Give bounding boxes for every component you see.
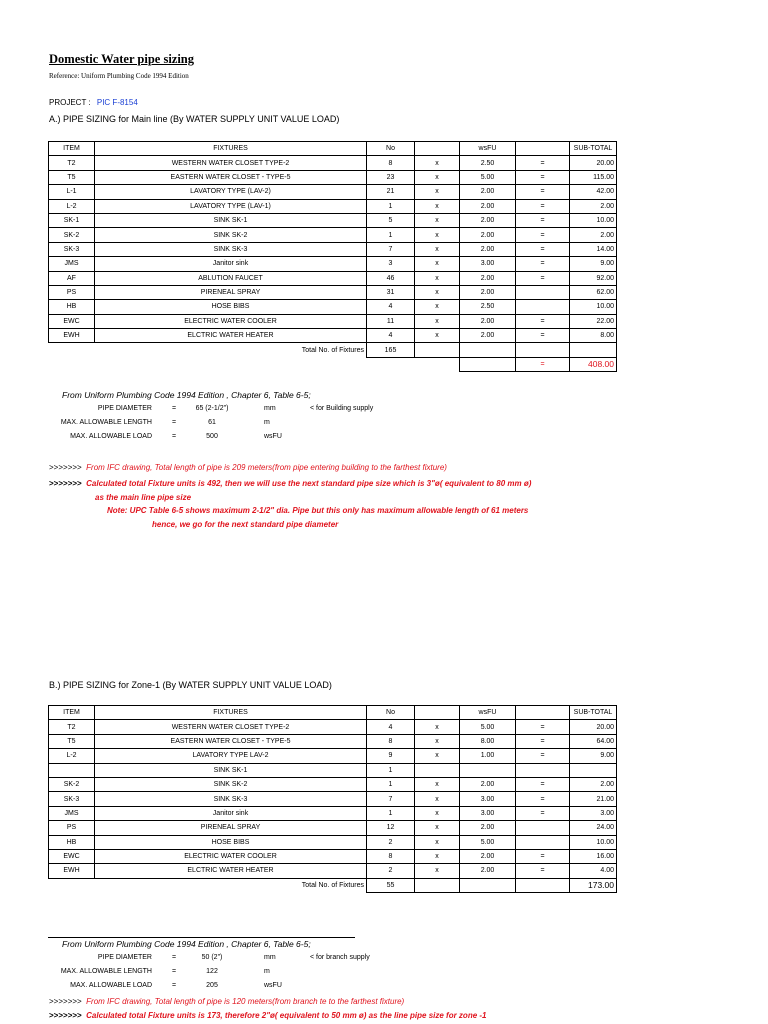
- table-cell: x: [415, 314, 460, 328]
- table-cell: 4.00: [570, 864, 617, 878]
- grand-total-row: [49, 357, 617, 371]
- table-cell: x: [415, 300, 460, 314]
- table-cell: 14.00: [570, 242, 617, 256]
- table-cell: 16.00: [570, 849, 617, 863]
- table-cell: 8: [367, 849, 415, 863]
- document-title: Domestic Water pipe sizing: [49, 52, 195, 66]
- table-cell: ELCTRIC WATER HEATER: [95, 329, 367, 343]
- table-cell: 2: [367, 835, 415, 849]
- note-calculated-text: Calculated total Fixture units is 492, then we will use the next standard pipe size which is 3"ø( equivalent to 80 mm ø): [86, 479, 532, 488]
- table-row: [49, 156, 617, 170]
- param-unit: m: [264, 419, 270, 426]
- param-eq: =: [172, 405, 177, 412]
- table-cell: =: [516, 228, 570, 242]
- table-cell: x: [415, 806, 460, 820]
- table-cell: L-2: [49, 199, 95, 213]
- table-cell: 8: [367, 734, 415, 748]
- table-row: [49, 792, 617, 806]
- table-cell: [516, 821, 570, 835]
- table-cell: 10.00: [570, 213, 617, 227]
- table-cell: [415, 343, 460, 357]
- note-arrow: >>>>>>>: [49, 997, 82, 1006]
- table-cell: Janitor sink: [95, 257, 367, 271]
- param-eq: =: [172, 982, 177, 989]
- note-arrow: >>>>>>>: [49, 463, 82, 472]
- param-value: 205: [206, 982, 218, 989]
- param-eq: =: [172, 419, 177, 426]
- param-value: 50 (2"): [201, 954, 223, 961]
- table-cell: JMS: [49, 257, 95, 271]
- table-cell: 8.00: [460, 734, 516, 748]
- table-cell: [516, 343, 570, 357]
- table-header-row: [49, 706, 617, 720]
- table-cell: 12: [367, 821, 415, 835]
- table-row: [49, 849, 617, 863]
- table-cell: =: [516, 156, 570, 170]
- table-cell: WESTERN WATER CLOSET TYPE-2: [95, 156, 367, 170]
- table-cell: Janitor sink: [95, 806, 367, 820]
- table-cell: x: [415, 864, 460, 878]
- table-cell: 7: [367, 242, 415, 256]
- table-cell: L-1: [49, 185, 95, 199]
- table-cell: AF: [49, 271, 95, 285]
- table-cell: HOSE BIBS: [95, 300, 367, 314]
- table-cell: 2.00: [570, 228, 617, 242]
- table-cell: =: [516, 777, 570, 791]
- table-row: [49, 763, 617, 777]
- table-cell: =: [516, 849, 570, 863]
- table-cell: [516, 285, 570, 299]
- table-cell: [460, 878, 516, 892]
- param-eq: =: [172, 433, 177, 440]
- column-header: wsFU: [460, 706, 516, 720]
- table-cell: =: [516, 864, 570, 878]
- note-calculated-text: Calculated total Fixture units is 173, therefore 2"ø( equivalent to 50 mm ø) as the line pipe size for zone -1: [86, 1011, 487, 1020]
- param-label: PIPE DIAMETER: [97, 954, 152, 961]
- table-cell: PIRENEAL SPRAY: [95, 285, 367, 299]
- note-length-b: [49, 997, 404, 1006]
- table-cell: [516, 763, 570, 777]
- table-row: [49, 734, 617, 748]
- table-cell: HOSE BIBS: [95, 835, 367, 849]
- table-cell: 2.00: [570, 199, 617, 213]
- table-cell: 21.00: [570, 792, 617, 806]
- column-header: [415, 142, 460, 156]
- table-cell: 5.00: [460, 835, 516, 849]
- table-cell: SK-2: [49, 228, 95, 242]
- total-fixtures-label: Total No. of Fixtures: [301, 882, 364, 890]
- table-cell: x: [415, 185, 460, 199]
- total-fixtures-row: [49, 878, 617, 892]
- table-row: [49, 300, 617, 314]
- note-length-text: From IFC drawing, Total length of pipe is 209 meters(from pipe entering building to the farthest fixture): [86, 463, 447, 472]
- param-note: < for Building supply: [310, 405, 374, 412]
- table-cell: 2.00: [460, 314, 516, 328]
- note-length-a: [49, 463, 447, 472]
- note-calculated-b: [49, 1011, 486, 1020]
- note-length-text: From IFC drawing, Total length of pipe is 120 meters(from branch te to the farthest fixture): [86, 997, 405, 1006]
- table-cell: ELECTRIC WATER COOLER: [95, 849, 367, 863]
- table-cell: [49, 763, 95, 777]
- table-cell: x: [415, 156, 460, 170]
- table-cell: 9: [367, 749, 415, 763]
- table-row: [49, 170, 617, 184]
- section-b-heading: B.) PIPE SIZING for Zone-1 (By WATER SUPPLY UNIT VALUE LOAD): [49, 680, 332, 690]
- table-cell: 3.00: [460, 806, 516, 820]
- table-cell: =: [516, 199, 570, 213]
- table-cell: [460, 343, 516, 357]
- table-cell: HB: [49, 300, 95, 314]
- table-cell: 5: [367, 213, 415, 227]
- table-cell: 8: [367, 156, 415, 170]
- table-cell: L-2: [49, 749, 95, 763]
- table-cell: LAVATORY TYPE (LAV-1): [95, 199, 367, 213]
- table-cell: =: [516, 806, 570, 820]
- fixtures-table-main-line: [48, 141, 617, 372]
- table-cell: 21: [367, 185, 415, 199]
- table-cell: 10.00: [570, 835, 617, 849]
- table-cell: SK-2: [49, 777, 95, 791]
- table-cell: 2.00: [460, 242, 516, 256]
- table-cell: 3.00: [460, 792, 516, 806]
- note-calculated-a: [49, 479, 531, 488]
- table-cell: 8.00: [570, 329, 617, 343]
- table-cell: T2: [49, 720, 95, 734]
- column-header: [516, 142, 570, 156]
- param-unit: wsFU: [264, 433, 282, 440]
- note-arrow: >>>>>>>: [49, 479, 82, 488]
- table-cell: =: [516, 185, 570, 199]
- table-cell: x: [415, 285, 460, 299]
- table-cell: SINK SK-1: [95, 213, 367, 227]
- param-label: MAX. ALLOWABLE LENGTH: [60, 968, 152, 975]
- table-cell: 2.00: [460, 228, 516, 242]
- table-cell: SINK SK-1: [95, 763, 367, 777]
- table-cell: EWC: [49, 314, 95, 328]
- table-cell: 1: [367, 199, 415, 213]
- table-cell: 20.00: [570, 156, 617, 170]
- param-unit: wsFU: [264, 982, 282, 989]
- table-cell: x: [415, 199, 460, 213]
- table-cell: EASTERN WATER CLOSET - TYPE-5: [95, 170, 367, 184]
- table-row: [49, 314, 617, 328]
- table-cell: =: [516, 720, 570, 734]
- table-cell: x: [415, 170, 460, 184]
- table-cell: =: [516, 314, 570, 328]
- table-cell: ABLUTION FAUCET: [95, 271, 367, 285]
- total-fixtures-row: [49, 343, 617, 357]
- table-cell: x: [415, 792, 460, 806]
- total-fixtures-count: 55: [367, 878, 415, 892]
- table-cell: 1: [367, 806, 415, 820]
- table-row: [49, 749, 617, 763]
- table-cell: 64.00: [570, 734, 617, 748]
- table-cell: LAVATORY TYPE (LAV-2): [95, 185, 367, 199]
- param-label: MAX. ALLOWABLE LOAD: [70, 433, 152, 440]
- table-cell: x: [415, 749, 460, 763]
- param-value: 61: [208, 419, 216, 426]
- section-a-heading: A.) PIPE SIZING for Main line (By WATER SUPPLY UNIT VALUE LOAD): [49, 114, 340, 124]
- table-cell: x: [415, 271, 460, 285]
- table-cell: 2: [367, 864, 415, 878]
- table-cell: =: [516, 734, 570, 748]
- note-arrow: >>>>>>>: [49, 1011, 82, 1020]
- project-label: PROJECT :: [49, 98, 91, 107]
- table-cell: [516, 878, 570, 892]
- column-header: wsFU: [460, 142, 516, 156]
- table-cell: [570, 763, 617, 777]
- table-cell: SINK SK-2: [95, 228, 367, 242]
- table-cell: [460, 357, 516, 371]
- table-cell: 4: [367, 329, 415, 343]
- table-cell: SK-1: [49, 213, 95, 227]
- table-cell: 31: [367, 285, 415, 299]
- table-cell: SINK SK-2: [95, 777, 367, 791]
- table-cell: 10.00: [570, 300, 617, 314]
- table-cell: [415, 763, 460, 777]
- upc-reference-a: From Uniform Plumbing Code 1994 Edition , Chapter 6, Table 6-5;: [62, 390, 311, 400]
- table-row: [49, 185, 617, 199]
- table-cell: SINK SK-3: [95, 242, 367, 256]
- table-cell: 62.00: [570, 285, 617, 299]
- table-cell: 1.00: [460, 749, 516, 763]
- table-cell: [415, 878, 460, 892]
- table-cell: x: [415, 821, 460, 835]
- param-label: PIPE DIAMETER: [97, 405, 152, 412]
- param-label: MAX. ALLOWABLE LENGTH: [60, 419, 152, 426]
- grand-total-equals: =: [516, 357, 570, 371]
- table-cell: 2.00: [460, 849, 516, 863]
- table-cell: EWH: [49, 864, 95, 878]
- grand-total: 173.00: [570, 878, 617, 892]
- table-cell: [516, 300, 570, 314]
- table-row: [49, 720, 617, 734]
- param-eq: =: [172, 968, 177, 975]
- upc-reference-b: From Uniform Plumbing Code 1994 Edition , Chapter 6, Table 6-5;: [62, 939, 311, 949]
- column-header: FIXTURES: [95, 142, 367, 156]
- table-cell: T5: [49, 734, 95, 748]
- table-row: [49, 199, 617, 213]
- table-cell: 2.00: [460, 199, 516, 213]
- table-cell: x: [415, 228, 460, 242]
- column-header: [415, 706, 460, 720]
- table-row: [49, 864, 617, 878]
- table-cell: 1: [367, 228, 415, 242]
- table-cell: 2.00: [460, 271, 516, 285]
- table-cell: T5: [49, 170, 95, 184]
- table-cell: 2.00: [460, 213, 516, 227]
- table-cell: =: [516, 242, 570, 256]
- table-cell: EWC: [49, 849, 95, 863]
- table-cell: 20.00: [570, 720, 617, 734]
- table-cell: =: [516, 170, 570, 184]
- column-header: No: [367, 706, 415, 720]
- table-cell: 9.00: [570, 749, 617, 763]
- table-row: [49, 257, 617, 271]
- table-cell: x: [415, 720, 460, 734]
- table-cell: 22.00: [570, 314, 617, 328]
- column-header: FIXTURES: [95, 706, 367, 720]
- table-row: [49, 329, 617, 343]
- table-cell: 2.00: [460, 821, 516, 835]
- reference-line: Reference: Uniform Plumbing Code 1994 Edition: [49, 72, 189, 80]
- param-label: MAX. ALLOWABLE LOAD: [70, 982, 152, 989]
- table-cell: SINK SK-3: [95, 792, 367, 806]
- table-cell: x: [415, 213, 460, 227]
- table-row: [49, 806, 617, 820]
- table-cell: ELCTRIC WATER HEATER: [95, 864, 367, 878]
- table-cell: 3.00: [570, 806, 617, 820]
- table-row: [49, 777, 617, 791]
- table-row: [49, 228, 617, 242]
- table-cell: 2.00: [460, 864, 516, 878]
- table-cell: =: [516, 271, 570, 285]
- table-cell: SK-3: [49, 792, 95, 806]
- project-code: PIC F-8154: [96, 98, 138, 107]
- table-cell: JMS: [49, 806, 95, 820]
- table-cell: 11: [367, 314, 415, 328]
- param-unit: mm: [264, 405, 276, 412]
- table-cell: x: [415, 835, 460, 849]
- table-cell: EASTERN WATER CLOSET - TYPE-5: [95, 734, 367, 748]
- param-value: 122: [206, 968, 218, 975]
- table-row: [49, 835, 617, 849]
- table-cell: 2.00: [460, 185, 516, 199]
- table-cell: 4: [367, 300, 415, 314]
- table-cell: T2: [49, 156, 95, 170]
- table-header-row: [49, 142, 617, 156]
- table-cell: EWH: [49, 329, 95, 343]
- total-fixtures-count: 165: [367, 343, 415, 357]
- note-next-standard: hence, we go for the next standard pipe diameter: [152, 520, 339, 529]
- table-cell: 46: [367, 271, 415, 285]
- table-cell: 5.00: [460, 170, 516, 184]
- table-cell: x: [415, 849, 460, 863]
- table-cell: [570, 343, 617, 357]
- table-cell: =: [516, 792, 570, 806]
- table-row: [49, 285, 617, 299]
- table-cell: 7: [367, 792, 415, 806]
- grand-total: 408.00: [570, 357, 617, 371]
- table-cell: 42.00: [570, 185, 617, 199]
- note-upc-limit: Note: UPC Table 6-5 shows maximum 2-1/2" dia. Pipe but this only has maximum allowable length of 61 meters: [107, 506, 529, 515]
- table-cell: =: [516, 329, 570, 343]
- table-row: [49, 271, 617, 285]
- table-cell: =: [516, 749, 570, 763]
- table-cell: 23: [367, 170, 415, 184]
- total-fixtures-label: Total No. of Fixtures: [301, 346, 364, 354]
- param-value: 500: [206, 433, 218, 440]
- table-cell: PS: [49, 285, 95, 299]
- divider-line: [48, 937, 355, 938]
- table-cell: 9.00: [570, 257, 617, 271]
- table-cell: x: [415, 777, 460, 791]
- column-header: SUB-TOTAL: [570, 142, 617, 156]
- table-cell: [516, 835, 570, 849]
- table-cell: SK-3: [49, 242, 95, 256]
- table-cell: 2.00: [460, 777, 516, 791]
- param-value: 65 (2-1/2"): [195, 405, 229, 412]
- table-cell: 2.50: [460, 300, 516, 314]
- table-cell: 1: [367, 777, 415, 791]
- table-cell: x: [415, 734, 460, 748]
- table-cell: ELECTRIC WATER COOLER: [95, 314, 367, 328]
- param-note: < for branch supply: [310, 954, 370, 961]
- param-unit: mm: [264, 954, 276, 961]
- table-row: [49, 242, 617, 256]
- table-cell: 92.00: [570, 271, 617, 285]
- param-unit: m: [264, 968, 270, 975]
- column-header: [516, 706, 570, 720]
- param-eq: =: [172, 954, 177, 961]
- table-row: [49, 213, 617, 227]
- table-cell: 2.00: [460, 285, 516, 299]
- table-cell: 2.00: [460, 329, 516, 343]
- table-cell: =: [516, 257, 570, 271]
- table-cell: HB: [49, 835, 95, 849]
- table-cell: PS: [49, 821, 95, 835]
- table-cell: x: [415, 242, 460, 256]
- table-cell: 115.00: [570, 170, 617, 184]
- column-header: ITEM: [49, 142, 95, 156]
- table-cell: PIRENEAL SPRAY: [95, 821, 367, 835]
- table-cell: 3.00: [460, 257, 516, 271]
- table-cell: WESTERN WATER CLOSET TYPE-2: [95, 720, 367, 734]
- table-cell: x: [415, 329, 460, 343]
- column-header: ITEM: [49, 706, 95, 720]
- column-header: SUB-TOTAL: [570, 706, 617, 720]
- table-cell: 3: [367, 257, 415, 271]
- table-cell: 2.00: [570, 777, 617, 791]
- table-cell: 2.50: [460, 156, 516, 170]
- table-cell: =: [516, 213, 570, 227]
- table-cell: 5.00: [460, 720, 516, 734]
- column-header: No: [367, 142, 415, 156]
- project-line: [49, 98, 138, 107]
- table-cell: [460, 763, 516, 777]
- blank-cell: [49, 357, 460, 371]
- table-cell: 4: [367, 720, 415, 734]
- table-cell: 1: [367, 763, 415, 777]
- table-cell: x: [415, 257, 460, 271]
- table-cell: 24.00: [570, 821, 617, 835]
- fixtures-table-zone-1: [48, 705, 617, 893]
- table-cell: LAVATORY TYPE LAV-2: [95, 749, 367, 763]
- table-row: [49, 821, 617, 835]
- note-main-line-size: as the main line pipe size: [95, 493, 192, 502]
